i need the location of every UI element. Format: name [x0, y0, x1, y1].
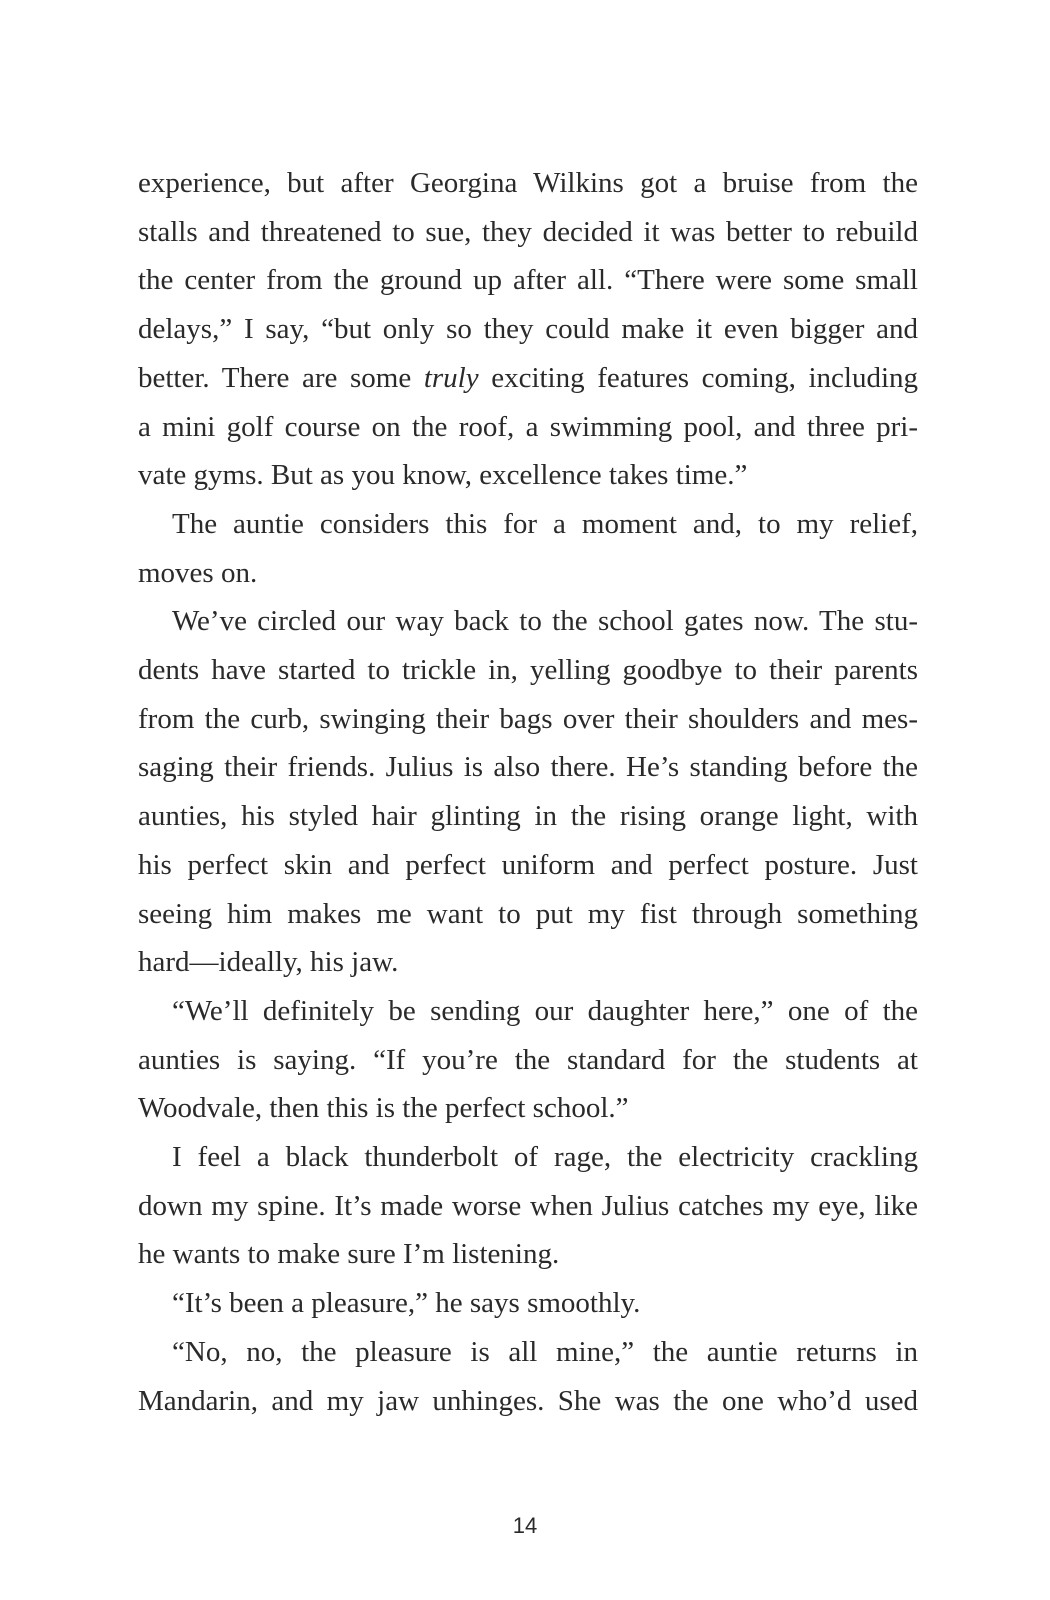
text-line: stalls and threatened to sue, they decided it was better to rebuild [138, 216, 918, 248]
text-line: “It’s been a pleasure,” he says smoothly. [172, 1287, 641, 1319]
text-line: The auntie considers this for a moment and, to my relief, [172, 508, 918, 540]
text-line: a mini golf course on the roof, a swimming pool, and three pri- [138, 411, 918, 443]
text-line: down my spine. It’s made worse when Julius catches my eye, like [138, 1190, 918, 1222]
text-line: delays,” I say, “but only so they could make it even bigger and [138, 313, 918, 345]
text-line: “No, no, the pleasure is all mine,” the auntie returns in [172, 1336, 918, 1368]
text-line: dents have started to trickle in, yelling goodbye to their parents [138, 654, 918, 686]
emphasis: truly [423, 362, 479, 394]
text-line: better. There are some truly exciting features coming, including [138, 362, 918, 394]
text-line: I feel a black thunderbolt of rage, the electricity crackling [172, 1141, 918, 1173]
text-line: experience, but after Georgina Wilkins got a bruise from the [138, 167, 918, 199]
text-line: moves on. [138, 557, 258, 589]
text-line: hard—ideally, his jaw. [138, 946, 399, 978]
text-line: “We’ll definitely be sending our daughter here,” one of the [172, 995, 918, 1027]
page-number: 14 [512, 1513, 538, 1538]
text-line: seeing him makes me want to put my fist through something [138, 898, 918, 930]
text-line: Woodvale, then this is the perfect school.” [138, 1092, 629, 1124]
text-line: aunties is saying. “If you’re the standard for the students at [138, 1044, 918, 1076]
text-line: vate gyms. But as you know, excellence takes time.” [138, 459, 748, 491]
text-line: We’ve circled our way back to the school gates now. The stu- [172, 605, 918, 637]
text-line: Mandarin, and my jaw unhinges. She was the one who’d used [138, 1385, 918, 1417]
text-line: saging their friends. Julius is also there. He’s standing before the [138, 751, 918, 783]
text-line: his perfect skin and perfect uniform and perfect posture. Just [138, 849, 918, 881]
text-line: aunties, his styled hair glinting in the rising orange light, with [138, 800, 918, 832]
text-line: from the curb, swinging their bags over their shoulders and mes- [138, 703, 918, 735]
text-line: the center from the ground up after all. “There were some small [138, 264, 918, 296]
text-line: he wants to make sure I’m listening. [138, 1238, 560, 1270]
